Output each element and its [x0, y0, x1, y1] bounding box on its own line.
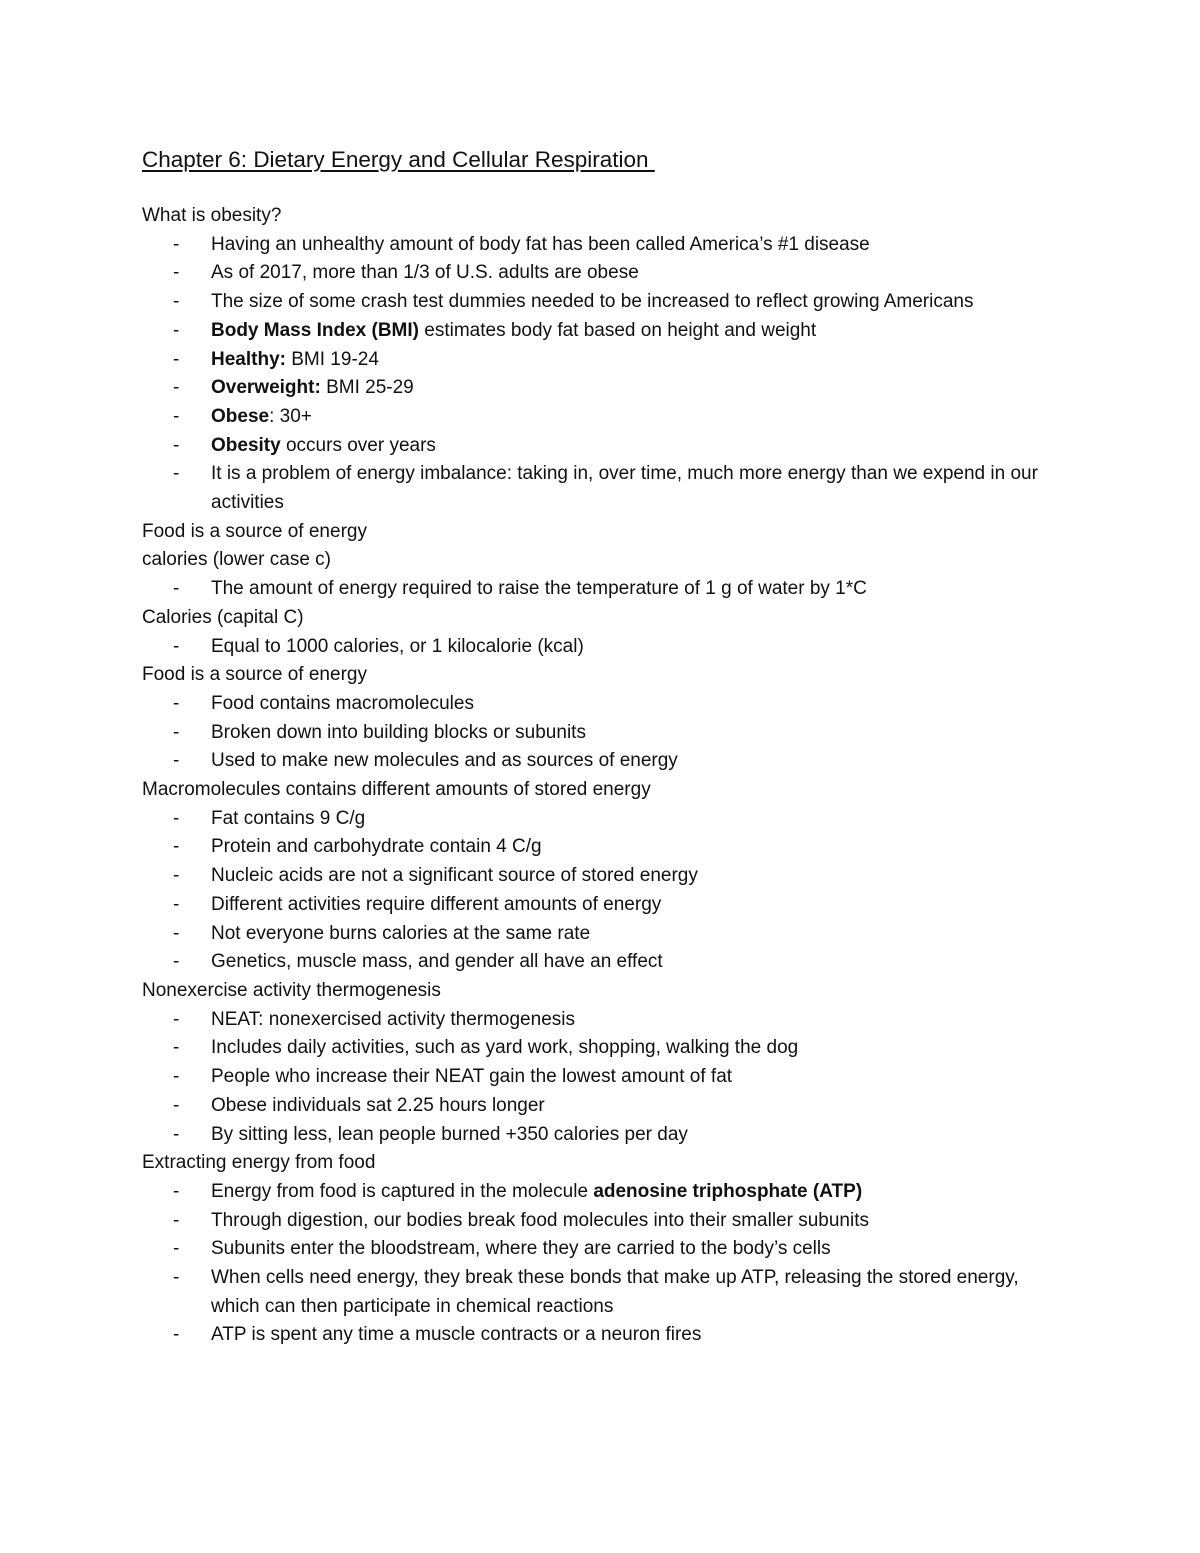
- bullet-text: [211, 374, 1056, 403]
- bullet-dash: -: [173, 893, 180, 915]
- bullet-item: [142, 403, 1072, 432]
- bullet-dash: -: [173, 319, 180, 341]
- bullet-text-content: Different activities require different amounts of energy: [211, 893, 662, 915]
- bullet-dash: -: [173, 1238, 180, 1260]
- bullet-text: [211, 948, 1056, 977]
- section-heading: calories (lower case c): [142, 549, 331, 571]
- bullet-dash: -: [173, 434, 180, 456]
- bullet-text-content: Not everyone burns calories at the same rate: [211, 922, 591, 944]
- bullet-text: [211, 1207, 1056, 1236]
- bullet-text-content: Protein and carbohydrate contain 4 C/g: [211, 836, 542, 858]
- bullet-dash: -: [173, 262, 180, 284]
- bullet-text: [211, 460, 1056, 517]
- bullet-text: [211, 259, 1056, 288]
- bullet-item: [142, 633, 1072, 662]
- bullet-item: [142, 1063, 1072, 1092]
- bullet-text: [211, 1235, 1056, 1264]
- bullet-text-content: By sitting less, lean people burned +350 calories per day: [211, 1123, 688, 1145]
- bullet-text-content: Subunits enter the bloodstream, where they are carried to the body’s cells: [211, 1238, 831, 1260]
- bullet-text: [211, 833, 1056, 862]
- bold-term: Overweight:: [211, 377, 321, 399]
- bullet-text-content: When cells need energy, they break these bonds that make up ATP, releasing the stored energy, which can then participate in chemical reactions: [211, 1267, 1019, 1317]
- bullet-text-content: Includes daily activities, such as yard work, shopping, walking the dog: [211, 1037, 799, 1059]
- bullet-text: [211, 403, 1056, 432]
- bullet-text-content: estimates body fat based on height and weight: [418, 319, 817, 341]
- bullet-dash: -: [173, 463, 180, 485]
- bullet-text-content: BMI 19-24: [285, 348, 379, 370]
- bullet-text: [211, 1264, 1056, 1321]
- bullet-text-content: Equal to 1000 calories, or 1 kilocalorie (kcal): [211, 635, 584, 657]
- bullet-text: [211, 1321, 1056, 1350]
- bullet-dash: -: [173, 721, 180, 743]
- bullet-dash: -: [173, 1008, 180, 1030]
- bullet-item: [142, 374, 1072, 403]
- bullet-text-content: The amount of energy required to raise the temperature of 1 g of water by 1*C: [211, 578, 867, 600]
- bullet-text: [211, 1121, 1056, 1150]
- bullet-dash: -: [173, 865, 180, 887]
- bullet-text-content: Nucleic acids are not a significant source of stored energy: [211, 865, 698, 887]
- bullet-text-content: Obese individuals sat 2.25 hours longer: [211, 1094, 545, 1116]
- bullet-text: [211, 805, 1056, 834]
- bullet-dash: -: [173, 836, 180, 858]
- bullet-text-content: It is a problem of energy imbalance: taking in, over time, much more energy than we expend in our activities: [211, 463, 1038, 514]
- bullet-dash: -: [173, 951, 180, 973]
- bullet-text: [211, 1092, 1056, 1121]
- bullet-item: [142, 805, 1072, 834]
- bullet-item: [142, 288, 1072, 317]
- bullet-text: [211, 633, 1056, 662]
- bullet-dash: -: [173, 348, 180, 370]
- bullet-text-content: BMI 25-29: [320, 377, 414, 399]
- bullet-dash: -: [173, 1123, 180, 1145]
- bullet-text: [211, 231, 1056, 260]
- bullet-dash: -: [173, 377, 180, 399]
- bullet-item: [142, 1235, 1072, 1264]
- bullet-dash: -: [173, 291, 180, 313]
- bullet-text: [211, 346, 1056, 375]
- bullet-text: [211, 575, 1056, 604]
- bullet-item: [142, 575, 1072, 604]
- bullet-item: [142, 259, 1072, 288]
- bullet-text: [211, 920, 1056, 949]
- bullet-dash: -: [173, 1324, 180, 1346]
- bullet-item: [142, 833, 1072, 862]
- bullet-text: [211, 690, 1056, 719]
- section-heading: Food is a source of energy: [142, 520, 367, 542]
- bullet-dash: -: [173, 635, 180, 657]
- bullet-item: [142, 1264, 1072, 1321]
- bullet-dash: -: [173, 807, 180, 829]
- bold-term: Obesity: [211, 434, 281, 456]
- bullet-item: [142, 1034, 1072, 1063]
- bullet-text-content: People who increase their NEAT gain the lowest amount of fat: [211, 1066, 733, 1088]
- document-body: [142, 202, 1072, 1350]
- bullet-dash: -: [173, 1180, 180, 1202]
- bullet-text-content: occurs over years: [280, 434, 436, 456]
- bold-term: adenosine triphosphate (ATP): [593, 1180, 863, 1202]
- document-title: Chapter 6: Dietary Energy and Cellular Respiration: [142, 147, 655, 172]
- bullet-text-content: Energy from food is captured in the molecule: [211, 1180, 594, 1202]
- bullet-dash: -: [173, 750, 180, 772]
- bullet-item: [142, 1178, 1072, 1207]
- bullet-text-content: As of 2017, more than 1/3 of U.S. adults are obese: [211, 262, 639, 284]
- bullet-text-content: Having an unhealthy amount of body fat has been called America’s #1 disease: [211, 233, 870, 255]
- document-page: [142, 142, 1072, 1350]
- bullet-dash: -: [173, 405, 180, 427]
- bullet-text: [211, 288, 1056, 317]
- bullet-text: [211, 891, 1056, 920]
- bullet-text-content: The size of some crash test dummies needed to be increased to reflect growing Americans: [211, 291, 974, 313]
- bullet-item: [142, 460, 1072, 517]
- section-heading: Calories (capital C): [142, 606, 304, 628]
- bullet-text-content: Through digestion, our bodies break food molecules into their smaller subunits: [211, 1209, 869, 1231]
- bullet-text-content: Food contains macromolecules: [211, 692, 474, 714]
- bullet-item: [142, 432, 1072, 461]
- bullet-dash: -: [173, 1066, 180, 1088]
- bullet-item: [142, 346, 1072, 375]
- bullet-text: [211, 719, 1056, 748]
- bullet-item: [142, 1321, 1072, 1350]
- bullet-text: [211, 1006, 1056, 1035]
- bullet-text-content: ATP is spent any time a muscle contracts or a neuron fires: [211, 1324, 702, 1346]
- bullet-item: [142, 1092, 1072, 1121]
- bullet-text-content: Broken down into building blocks or subunits: [211, 721, 586, 743]
- bullet-item: [142, 891, 1072, 920]
- bullet-dash: -: [173, 922, 180, 944]
- bullet-text: [211, 1178, 1056, 1207]
- bullet-dash: -: [173, 1037, 180, 1059]
- bullet-text: [211, 862, 1056, 891]
- bullet-dash: -: [173, 1209, 180, 1231]
- bullet-text-content: Used to make new molecules and as sources of energy: [211, 750, 678, 772]
- bullet-text-content: : 30+: [269, 405, 312, 427]
- bullet-text: [211, 1034, 1056, 1063]
- bullet-item: [142, 862, 1072, 891]
- bullet-text: [211, 317, 1056, 346]
- bold-term: Healthy:: [211, 348, 286, 370]
- bullet-item: [142, 948, 1072, 977]
- bullet-item: [142, 317, 1072, 346]
- bullet-text: [211, 1063, 1056, 1092]
- bold-term: Obese: [211, 405, 270, 427]
- section-heading: Extracting energy from food: [142, 1152, 376, 1174]
- bullet-dash: -: [173, 578, 180, 600]
- bullet-item: [142, 690, 1072, 719]
- bullet-text-content: Genetics, muscle mass, and gender all have an effect: [211, 951, 663, 973]
- section-heading: Nonexercise activity thermogenesis: [142, 979, 441, 1001]
- bullet-item: [142, 747, 1072, 776]
- bullet-dash: -: [173, 1094, 180, 1116]
- bullet-dash: -: [173, 233, 180, 255]
- section-heading: What is obesity?: [142, 205, 282, 226]
- bullet-item: [142, 1006, 1072, 1035]
- bullet-text-content: NEAT: nonexercised activity thermogenesis: [211, 1008, 575, 1030]
- bullet-item: [142, 1207, 1072, 1236]
- bullet-text-content: Fat contains 9 C/g: [211, 807, 366, 829]
- section-heading: Food is a source of energy: [142, 664, 367, 686]
- section-heading: Macromolecules contains different amounts of stored energy: [142, 779, 651, 801]
- bullet-item: [142, 1121, 1072, 1150]
- bold-term: Body Mass Index (BMI): [211, 319, 419, 341]
- bullet-text: [211, 747, 1056, 776]
- bullet-text: [211, 432, 1056, 461]
- bullet-dash: -: [173, 1267, 180, 1289]
- bullet-item: [142, 920, 1072, 949]
- bullet-item: [142, 231, 1072, 260]
- bullet-item: [142, 719, 1072, 748]
- bullet-dash: -: [173, 692, 180, 714]
